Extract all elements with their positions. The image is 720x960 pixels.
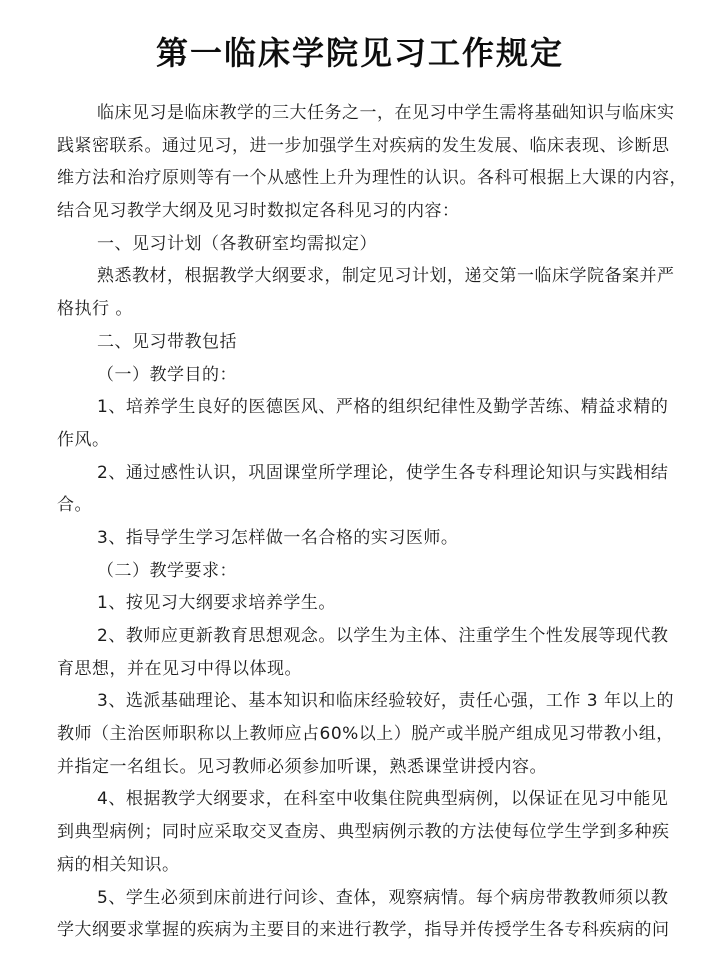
text-line: 1、培养学生良好的医德医风、严格的组织纪律性及勤学苦练、精益求精的 (97, 397, 669, 418)
text-line: 3、指导学生学习怎样做一名合格的实习医师。 (97, 527, 459, 548)
text-line: 到典型病例；同时应采取交叉查房、典型病例示教的方法使每位学生学到多种疾 (57, 822, 670, 843)
text-line: 二、见习带教包括 (97, 331, 237, 352)
text-line: 作风。 (57, 429, 110, 450)
text-line: （二）教学要求： (97, 560, 237, 581)
text-line: 2、教师应更新教育思想观念。以学生为主体、注重学生个性发展等现代教 (97, 626, 669, 646)
text-line: 病的相关知识。 (57, 854, 180, 875)
text-line: 4、根据教学大纲要求，在科室中收集住院典型病例，以保证在见习中能见 (97, 789, 669, 810)
text-line: 5、学生必须到床前进行问诊、查体，观察病情。每个病房带教教师须以教 (97, 887, 669, 908)
text-line: 3、选派基础理论、基本知识和临床经验较好，责任心强，工作 3 年以上的 (97, 691, 674, 712)
document-body (57, 97, 687, 947)
document-title: 第一临床学院见习工作规定 (155, 34, 564, 72)
text-line: 临床见习是临床教学的三大任务之一，在见习中学生需将基础知识与临床实 (97, 103, 675, 123)
text-line: 熟悉教材，根据教学大纲要求，制定见习计划，递交第一临床学院备案并严 (97, 266, 675, 287)
text-line: 教师（主治医师职称以上教师应占60%以上）脱产或半脱产组成见习带教小组， (57, 724, 674, 745)
text-line: 维方法和治疗原则等有一个从感性上升为理性的认识。各科可根据上大课的内容， (57, 168, 687, 189)
text-line: 一、见习计划（各教研室均需拟定） (97, 233, 377, 254)
text-line: 格执行 。 (57, 299, 133, 320)
text-line: 育思想，并在见习中得以体现。 (57, 658, 302, 679)
text-line: 结合见习教学大纲及见习时数拟定各科见习的内容： (57, 201, 460, 222)
text-line: 2、通过感性认识，巩固课堂所学理论，使学生各专科理论知识与实践相结 (97, 462, 669, 483)
text-line: （一）教学目的： (97, 364, 237, 385)
text-line: 并指定一名组长。见习教师必须参加听课，熟悉课堂讲授内容。 (57, 756, 547, 777)
text-line: 学大纲要求掌握的疾病为主要目的来进行教学，指导并传授学生各专科疾病的问 (57, 920, 670, 941)
text-line: 1、按见习大纲要求培养学生。 (97, 593, 336, 614)
text-line: 合。 (57, 495, 92, 516)
text-line: 践紧密联系。通过见习，进一步加强学生对疾病的发生发展、临床表现、诊断思 (57, 135, 670, 156)
